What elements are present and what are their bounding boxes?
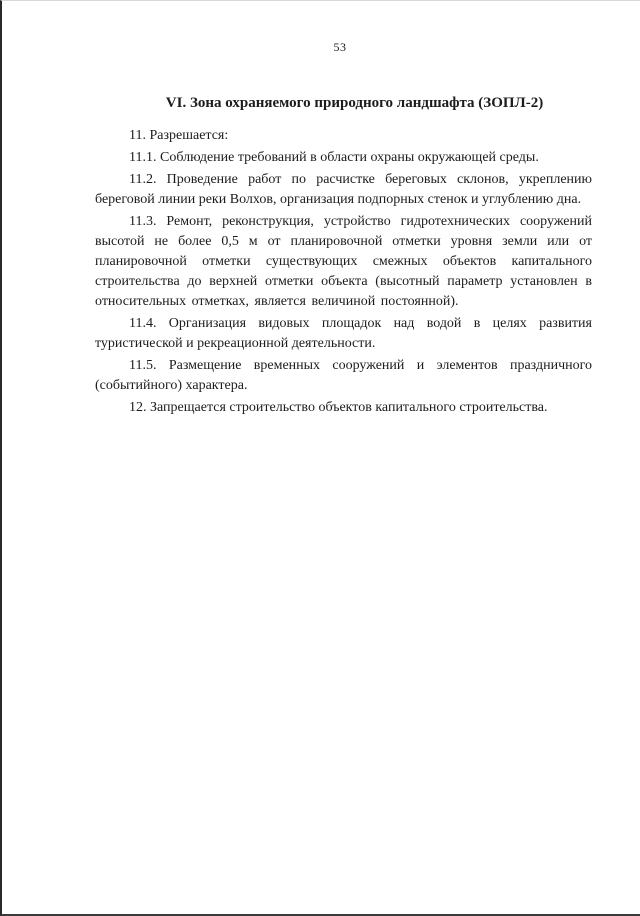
document-body bbox=[95, 94, 592, 418]
paragraph-11: 11. Разрешается: bbox=[129, 128, 229, 143]
section-title: VI. Зона охраняемого природного ландшафта (ЗОПЛ-2) bbox=[165, 95, 544, 111]
page-number: 53 bbox=[333, 40, 347, 54]
paragraph-11-5: 11.5. Размещение временных сооружений и элементов праздничного (событийного) характера. bbox=[95, 358, 592, 393]
paragraph-11-3: 11.3. Ремонт, реконструкция, устройство гидротехнических сооружений высотой не более 0,5 м от планировочной отметки уровня земли или от планировочной отметки существующих смежных объектов капитального строительства до верхней отметки объекта (высотный параметр установлен в относительных отметках, является величиной постоянной). bbox=[95, 214, 592, 309]
paragraph-11-4: 11.4. Организация видовых площадок над водой в целях развития туристической и рекреационной деятельности. bbox=[95, 316, 592, 351]
paragraph-12: 12. Запрещается строительство объектов капитального строительства. bbox=[129, 400, 548, 415]
paragraph-11-1: 11.1. Соблюдение требований в области охраны окружающей среды. bbox=[129, 150, 539, 165]
paragraph-11-2: 11.2. Проведение работ по расчистке береговых склонов, укреплению береговой линии реки Волхов, организация подпорных стенок и углублению дна. bbox=[95, 172, 592, 207]
